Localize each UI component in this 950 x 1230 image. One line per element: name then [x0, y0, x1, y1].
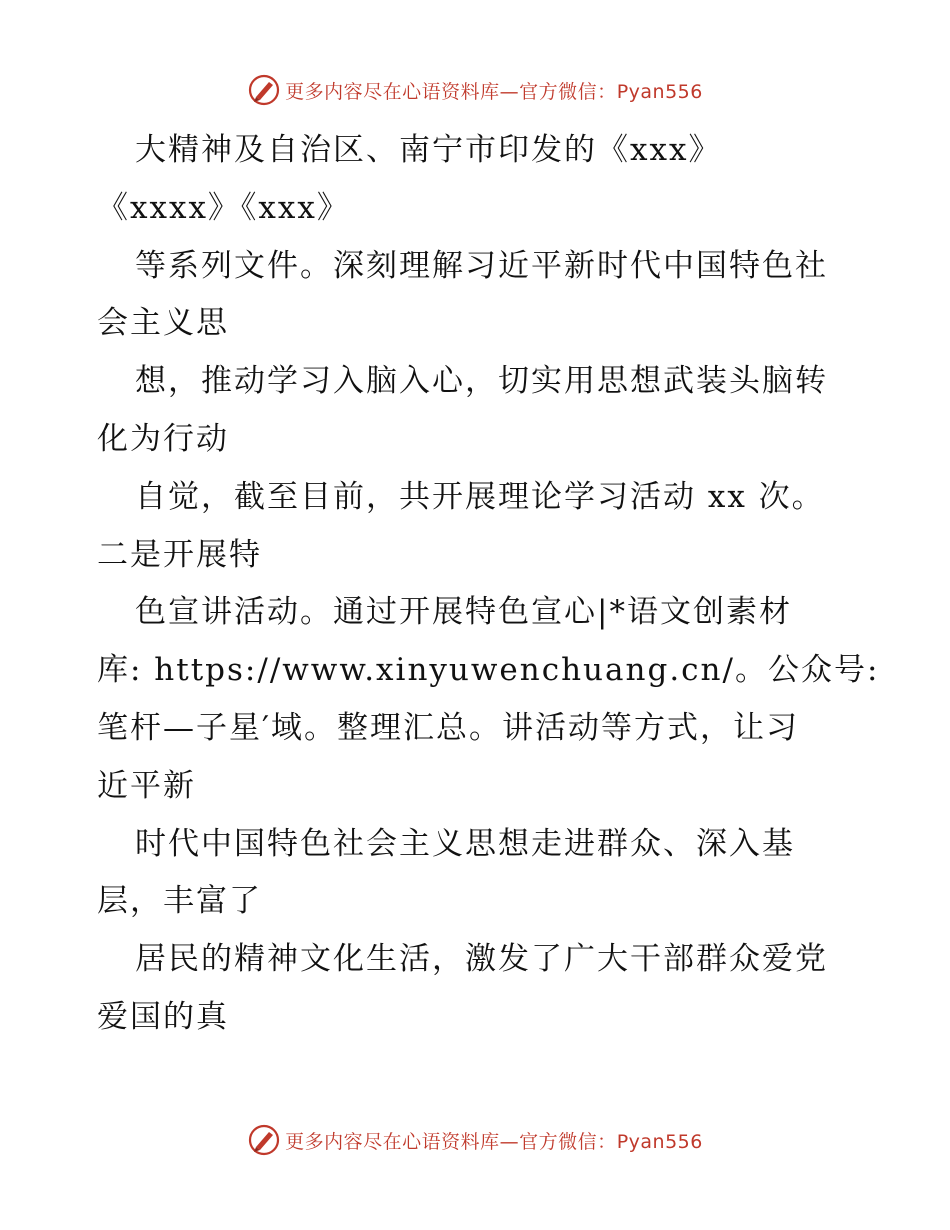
pen-logo-icon [247, 73, 281, 107]
document-body [97, 122, 880, 1047]
body-line: 等系列文件。深刻理解习近平新时代中国特色社 [135, 247, 828, 284]
body-line: 二是开展特 [97, 536, 262, 573]
header-banner-text: 更多内容尽在心语资料库—官方微信：Pyan556 [285, 80, 703, 103]
footer-banner-text: 更多内容尽在心语资料库—官方微信：Pyan556 [285, 1130, 703, 1153]
body-line: 爱国的真 [97, 998, 229, 1035]
body-line: 笔杆—子星′域。整理汇总。讲活动等方式，让习 [97, 709, 800, 746]
header-banner [0, 70, 950, 110]
body-line: 会主义思 [97, 305, 229, 342]
body-line: 《xxxx》《xxx》 [97, 189, 350, 226]
body-line: 色宣讲活动。通过开展特色宣心|*语文创素材 [135, 594, 792, 631]
footer-banner [0, 1120, 950, 1160]
body-line: 化为行动 [97, 420, 229, 457]
body-line: 层，丰富了 [97, 883, 262, 920]
body-line: 大精神及自治区、南宁市印发的《xxx》 [135, 132, 722, 168]
pen-logo-icon [247, 1123, 281, 1157]
body-line: 近平新 [97, 767, 196, 804]
body-line: 时代中国特色社会主义思想走进群众、深入基 [135, 825, 795, 862]
body-line: 居民的精神文化生活，激发了广大干部群众爱党 [135, 941, 828, 978]
body-line: 自觉，截至目前，共开展理论学习活动 xx 次。 [135, 478, 825, 515]
body-line: 库: https://www.xinyuwenchuang.cn/。公众号: [97, 652, 880, 689]
body-line: 想，推动学习入脑入心，切实用思想武装头脑转 [135, 363, 828, 400]
